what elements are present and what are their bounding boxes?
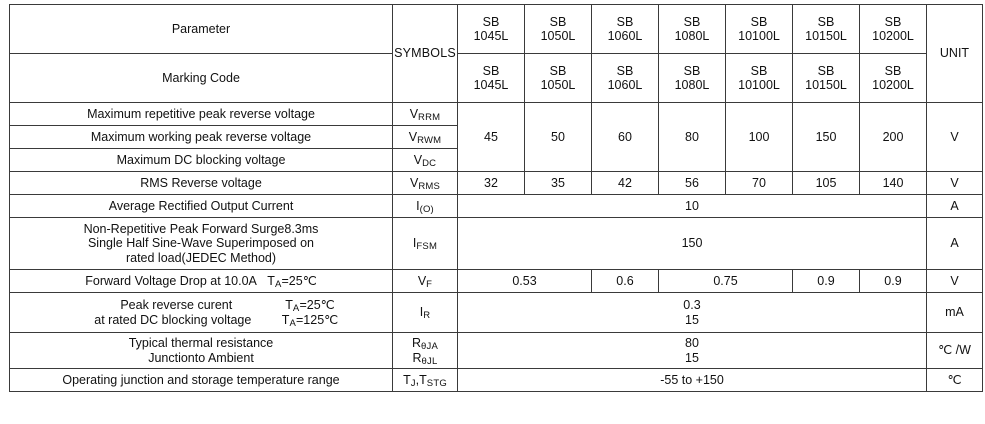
header-part-number-2 bbox=[525, 5, 592, 54]
parameter-vf bbox=[10, 270, 393, 293]
value-vrms-1080l: 56 bbox=[659, 172, 726, 195]
parameter-ifsm bbox=[10, 218, 393, 270]
part-number-line1: SB bbox=[616, 14, 634, 29]
parameter-vdc: Maximum DC blocking voltage bbox=[10, 149, 393, 172]
parameter-vf-text: Forward Voltage Drop at 10.0A bbox=[85, 273, 257, 288]
symbol-main: V bbox=[413, 152, 423, 167]
value-vrms-1045l: 32 bbox=[458, 172, 525, 195]
symbol-sub: DC bbox=[422, 157, 437, 169]
part-number-line2: 1050L bbox=[540, 29, 576, 43]
marking-code-3 bbox=[592, 54, 659, 103]
symbol-sub: RWM bbox=[417, 134, 442, 146]
header-part-number-4 bbox=[659, 5, 726, 54]
marking-code-2 bbox=[525, 54, 592, 103]
parameter-vrms: RMS Reverse voltage bbox=[10, 172, 393, 195]
marking-line1: SB bbox=[549, 63, 567, 78]
unit-temperature-range: ℃ bbox=[927, 369, 983, 392]
marking-line2: 1050L bbox=[540, 78, 576, 92]
header-part-number-3 bbox=[592, 5, 659, 54]
table-row-thermal-resistance bbox=[10, 333, 983, 369]
symbol-sub: θJA bbox=[421, 340, 438, 352]
parameter-rth-line2: Junctionto Ambient bbox=[148, 350, 254, 365]
symbol-vrwm bbox=[393, 126, 458, 149]
value-vrwm-1060l: 60 bbox=[592, 103, 659, 172]
symbol-main: V bbox=[408, 129, 418, 144]
table-row-ifsm bbox=[10, 218, 983, 270]
value-vrms-10200l: 140 bbox=[860, 172, 927, 195]
header-part-number-5 bbox=[726, 5, 793, 54]
value-vf-5: 0.9 bbox=[860, 270, 927, 293]
part-number-line1: SB bbox=[549, 14, 567, 29]
value-ir-line2: 15 bbox=[685, 312, 699, 327]
header-parameter: Parameter bbox=[10, 5, 393, 54]
value-vrwm-10100l: 100 bbox=[726, 103, 793, 172]
unit-vf: V bbox=[927, 270, 983, 293]
symbol-main: I bbox=[412, 236, 417, 251]
part-number-line1: SB bbox=[817, 14, 835, 29]
value-vrwm-10200l: 200 bbox=[860, 103, 927, 172]
cond-rest: =25℃ bbox=[299, 297, 335, 312]
electrical-characteristics-table bbox=[9, 4, 983, 392]
part-number-line2: 10200L bbox=[872, 29, 914, 43]
marking-line1: SB bbox=[750, 63, 768, 78]
header-unit: UNIT bbox=[927, 5, 983, 103]
unit-vrms: V bbox=[927, 172, 983, 195]
symbol-sub: J bbox=[410, 377, 416, 389]
symbol-main: I bbox=[416, 198, 420, 213]
marking-line1: SB bbox=[884, 63, 902, 78]
marking-line2: 10100L bbox=[738, 78, 780, 92]
table-row-temperature-range bbox=[10, 369, 983, 392]
unit-vrwm: V bbox=[927, 103, 983, 172]
symbol-thermal-resistance bbox=[393, 333, 458, 369]
part-number-line2: 1045L bbox=[473, 29, 509, 43]
value-vrwm-1050l: 50 bbox=[525, 103, 592, 172]
symbol-vf bbox=[393, 270, 458, 293]
value-vrms-1050l: 35 bbox=[525, 172, 592, 195]
value-vrwm-10150l: 150 bbox=[793, 103, 860, 172]
symbol-main: R bbox=[412, 350, 422, 365]
marking-line1: SB bbox=[616, 63, 634, 78]
parameter-temperature-range: Operating junction and storage temperature range bbox=[10, 369, 393, 392]
symbol-main: V bbox=[417, 273, 427, 288]
symbol-rth-line2 bbox=[393, 351, 457, 366]
marking-code-7 bbox=[860, 54, 927, 103]
cond-rest: =25℃ bbox=[281, 273, 317, 288]
table-row-vrrm bbox=[10, 103, 983, 126]
parameter-ir-line1 bbox=[10, 298, 392, 313]
marking-line1: SB bbox=[817, 63, 835, 78]
table-header-row-marking-code bbox=[10, 54, 983, 103]
marking-line2: 1045L bbox=[473, 78, 509, 92]
header-part-number-7 bbox=[860, 5, 927, 54]
value-vf-1: 0.53 bbox=[458, 270, 592, 293]
cond-sub: A bbox=[274, 278, 282, 290]
value-rth-line2: 15 bbox=[685, 350, 699, 365]
symbol-vrms bbox=[393, 172, 458, 195]
symbol-main: R bbox=[411, 335, 422, 350]
part-number-line2: 1080L bbox=[674, 29, 710, 43]
marking-line2: 1080L bbox=[674, 78, 710, 92]
symbol-sub: F bbox=[426, 278, 433, 290]
unit-ifsm: A bbox=[927, 218, 983, 270]
value-rth-line1: 80 bbox=[685, 336, 699, 351]
value-io: 10 bbox=[458, 195, 927, 218]
parameter-io: Average Rectified Output Current bbox=[10, 195, 393, 218]
cond-rest: =125℃ bbox=[295, 312, 339, 327]
cond-sub: A bbox=[289, 317, 296, 329]
symbol-sub: RMS bbox=[418, 180, 441, 192]
marking-line2: 10200L bbox=[872, 78, 914, 92]
symbol-main: V bbox=[409, 175, 419, 190]
part-number-line2: 1060L bbox=[607, 29, 643, 43]
part-number-line2: 10150L bbox=[805, 29, 847, 43]
value-vrwm-1045l: 45 bbox=[458, 103, 525, 172]
table-row-vrms bbox=[10, 172, 983, 195]
symbol-rth-line1 bbox=[393, 336, 457, 351]
cond-main: T bbox=[285, 297, 293, 312]
value-ir-line1: 0.3 bbox=[683, 298, 701, 313]
marking-line2: 1060L bbox=[607, 78, 643, 92]
symbol-main2: ,T bbox=[415, 372, 427, 387]
value-temperature-range: -55 to +150 bbox=[458, 369, 927, 392]
marking-code-6 bbox=[793, 54, 860, 103]
header-symbols: SYMBOLS bbox=[393, 5, 458, 103]
symbol-vdc bbox=[393, 149, 458, 172]
parameter-ir-text1: Peak reverse curent bbox=[120, 297, 233, 312]
marking-line1: SB bbox=[482, 63, 500, 78]
symbol-sub2: STG bbox=[426, 377, 447, 389]
unit-thermal-resistance: ℃ /W bbox=[927, 333, 983, 369]
symbol-sub: (O) bbox=[419, 203, 434, 215]
parameter-ir bbox=[10, 293, 393, 333]
symbol-main: V bbox=[409, 106, 419, 121]
part-number-line1: SB bbox=[884, 14, 902, 29]
value-thermal-resistance bbox=[458, 333, 927, 369]
marking-line1: SB bbox=[683, 63, 701, 78]
header-marking-code: Marking Code bbox=[10, 54, 393, 103]
parameter-ir-text2: at rated DC blocking voltage bbox=[94, 312, 252, 327]
parameter-ir-cond1 bbox=[285, 298, 334, 312]
part-number-line1: SB bbox=[482, 14, 500, 29]
value-vrms-10100l: 70 bbox=[726, 172, 793, 195]
parameter-ifsm-line1: Non-Repetitive Peak Forward Surge8.3ms bbox=[83, 221, 319, 236]
symbol-ir bbox=[393, 293, 458, 333]
symbol-vrrm bbox=[393, 103, 458, 126]
value-ifsm: 150 bbox=[458, 218, 927, 270]
symbol-sub: RRM bbox=[418, 111, 441, 123]
header-part-number-1 bbox=[458, 5, 525, 54]
cond-main: T bbox=[281, 312, 290, 327]
symbol-ifsm bbox=[393, 218, 458, 270]
symbol-io bbox=[393, 195, 458, 218]
value-vf-4: 0.9 bbox=[793, 270, 860, 293]
parameter-vf-condition bbox=[267, 274, 316, 288]
table-row-io bbox=[10, 195, 983, 218]
table-row-vf bbox=[10, 270, 983, 293]
cond-sub: A bbox=[292, 302, 300, 314]
header-part-number-6 bbox=[793, 5, 860, 54]
part-number-line2: 10100L bbox=[738, 29, 780, 43]
unit-io: A bbox=[927, 195, 983, 218]
value-vrwm-1080l: 80 bbox=[659, 103, 726, 172]
parameter-vrwm: Maximum working peak reverse voltage bbox=[10, 126, 393, 149]
value-vrms-1060l: 42 bbox=[592, 172, 659, 195]
table-row-ir bbox=[10, 293, 983, 333]
marking-code-1 bbox=[458, 54, 525, 103]
parameter-ifsm-line2: Single Half Sine-Wave Superimposed on bbox=[87, 236, 315, 251]
part-number-line1: SB bbox=[750, 14, 768, 29]
value-ir bbox=[458, 293, 927, 333]
marking-line2: 10150L bbox=[805, 78, 847, 92]
parameter-vrrm: Maximum repetitive peak reverse voltage bbox=[10, 103, 393, 126]
parameter-ir-cond2 bbox=[282, 313, 338, 327]
cond-main: T bbox=[267, 273, 275, 288]
symbol-sub: θJL bbox=[421, 355, 438, 367]
unit-ir: mA bbox=[927, 293, 983, 333]
symbol-main: I bbox=[419, 305, 424, 320]
parameter-thermal-resistance bbox=[10, 333, 393, 369]
value-vrms-10150l: 105 bbox=[793, 172, 860, 195]
symbol-sub: R bbox=[423, 310, 431, 322]
value-vf-2: 0.6 bbox=[592, 270, 659, 293]
value-vf-3: 0.75 bbox=[659, 270, 793, 293]
symbol-temperature-range bbox=[393, 369, 458, 392]
parameter-ir-line2 bbox=[10, 313, 392, 328]
parameter-rth-line1: Typical thermal resistance bbox=[128, 336, 274, 351]
table-header-row-parameter bbox=[10, 5, 983, 54]
symbol-sub: FSM bbox=[416, 241, 438, 253]
symbol-main: T bbox=[403, 372, 411, 387]
part-number-line1: SB bbox=[683, 14, 701, 29]
parameter-ifsm-line3: rated load(JEDEC Method) bbox=[125, 250, 277, 265]
marking-code-5 bbox=[726, 54, 793, 103]
marking-code-4 bbox=[659, 54, 726, 103]
